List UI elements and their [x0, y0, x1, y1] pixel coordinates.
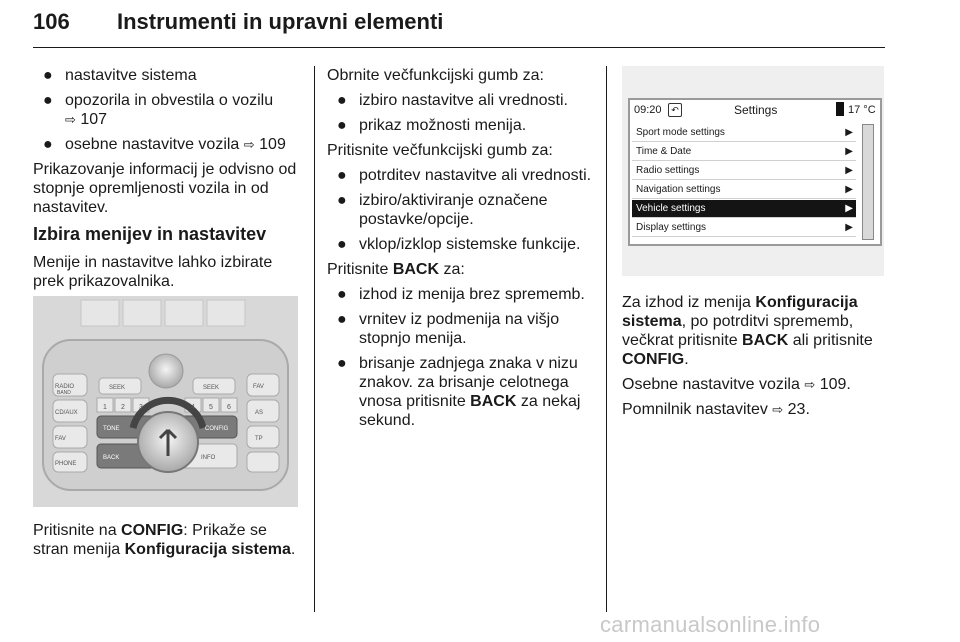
- bullet-icon: ●: [337, 236, 347, 253]
- back-arrow-icon[interactable]: ↶: [668, 103, 682, 117]
- bullet-icon: ●: [43, 136, 53, 153]
- button-label: 3: [139, 404, 143, 411]
- bullet-icon: ●: [337, 311, 347, 328]
- paragraph: Osebne nastavitve vozila ⇨ 109.: [622, 376, 851, 393]
- list-item: ● vklop/izklop sistemske funkcije.: [337, 236, 581, 253]
- list-item: ● osebne nastavitve vozila ⇨ 109: [43, 136, 286, 153]
- chevron-right-icon: ▶: [845, 146, 853, 157]
- list-item: ● brisanje zadnjega znaka v nizu znakov. za brisanje celotnega vnosa pritisnite BACK za nekaj sekund.: [337, 355, 581, 429]
- column-divider-2: [606, 66, 607, 612]
- button-label: 1: [103, 404, 107, 411]
- menu-item-vehicle[interactable]: Vehicle settings ▶: [632, 200, 856, 218]
- list-item: ● izbiro nastavitve ali vrednosti.: [337, 92, 568, 109]
- paragraph: Obrnite večfunkcijski gumb za:: [327, 67, 544, 84]
- page-reference[interactable]: 107: [80, 111, 108, 128]
- bullet-icon: ●: [337, 355, 347, 372]
- column-divider-1: [314, 66, 315, 612]
- bullet-icon: ●: [337, 167, 347, 184]
- paragraph: Pritisnite BACK za:: [327, 261, 465, 278]
- menu-item-sport-mode[interactable]: Sport mode settings ▶: [632, 124, 856, 142]
- photo-caption: Pritisnite na CONFIG: Prikaže se stran menija Konfiguracija sistema.: [33, 522, 296, 558]
- button-label: CD/AUX: [55, 410, 78, 416]
- page-number: 106: [33, 9, 70, 34]
- button-label: PHONE: [55, 461, 77, 467]
- reference-arrow-icon: ⇨: [772, 402, 784, 417]
- button-label: CONFIG: [205, 426, 229, 432]
- paragraph: Pritisnite večfunkcijski gumb za:: [327, 142, 553, 159]
- button-label: 5: [209, 404, 213, 411]
- button-label: INFO: [201, 455, 216, 461]
- chevron-right-icon: ▶: [845, 165, 853, 176]
- scrollbar[interactable]: [862, 124, 874, 240]
- list-item: ● opozorila in obvestila o vozilu ⇨ 107: [43, 92, 274, 128]
- button-label: SEEK: [203, 385, 220, 391]
- left-column: [33, 66, 301, 297]
- bullet-icon: ●: [337, 92, 347, 109]
- button-label: AS: [255, 410, 264, 416]
- button-label: FAV: [55, 436, 66, 442]
- header-rule: [33, 47, 885, 48]
- menu-item-radio[interactable]: Radio settings ▶: [632, 162, 856, 180]
- thermometer-icon: [836, 102, 844, 116]
- menu-item-time-date[interactable]: Time & Date ▶: [632, 143, 856, 161]
- bullet-icon: ●: [43, 92, 53, 109]
- menu-item-navigation[interactable]: Navigation settings ▶: [632, 181, 856, 199]
- button-label: 4: [191, 404, 195, 411]
- list-item: ● potrditev nastavitve ali vrednosti.: [337, 167, 592, 184]
- chevron-right-icon: ▶: [845, 222, 853, 233]
- control-panel-illustration: [33, 296, 298, 507]
- button-label: RADIO: [55, 384, 75, 390]
- list-item: ● izbiro/aktiviranje označene postavke/opcije.: [337, 192, 548, 228]
- middle-column: [327, 66, 597, 436]
- reference-arrow-icon: ⇨: [804, 377, 816, 392]
- watermark: carmanualsonline.info: [600, 612, 821, 637]
- list-item: ● nastavitve sistema: [43, 67, 197, 84]
- paragraph: Pomnilnik nastavitev ⇨ 23.: [622, 401, 810, 418]
- menu-item-display[interactable]: Display settings ▶: [632, 219, 856, 237]
- chevron-right-icon: ▶: [845, 184, 853, 195]
- settings-screen-illustration: [622, 66, 884, 276]
- display-panel: [628, 98, 882, 246]
- reference-arrow-icon: ⇨: [65, 112, 76, 127]
- list-item: ● izhod iz menija brez sprememb.: [337, 286, 585, 303]
- chevron-right-icon: ▶: [845, 203, 853, 214]
- button-label: 6: [227, 404, 231, 411]
- section-heading: Izbira menijev in nastavitev: [33, 224, 267, 244]
- button-label: TONE: [103, 426, 120, 432]
- temperature: 17 °C: [848, 104, 876, 116]
- page-reference[interactable]: 23.: [787, 401, 810, 418]
- chevron-right-icon: ▶: [845, 127, 853, 138]
- bullet-icon: ●: [43, 67, 53, 84]
- button-label: TP: [255, 436, 263, 442]
- bullet-icon: ●: [337, 286, 347, 303]
- reference-arrow-icon: ⇨: [243, 137, 255, 152]
- page-reference[interactable]: 109.: [819, 376, 851, 393]
- button-label: BAND: [57, 390, 71, 396]
- page-header: [33, 4, 885, 44]
- screen-title: Settings: [734, 103, 778, 117]
- button-label: 2: [121, 404, 125, 411]
- bullet-icon: ●: [337, 192, 347, 209]
- page-reference[interactable]: 109: [259, 136, 286, 153]
- display-status-bar: [630, 100, 880, 122]
- paragraph: Menije in nastavitve lahko izbirate prek prikazovalnika.: [33, 254, 273, 290]
- list-item: ● vrnitev iz podmenija na višjo stopnjo menija.: [337, 311, 560, 347]
- right-column: [622, 293, 884, 425]
- clock: 09:20: [634, 104, 662, 116]
- button-label: SEEK: [109, 385, 126, 391]
- paragraph: Prikazovanje informacij je odvisno od stopnje opremljenosti vozila in od nastavitev.: [33, 161, 297, 216]
- button-label: BACK: [103, 455, 120, 461]
- list-item: ● prikaz možnosti menija.: [337, 117, 527, 134]
- control-panel-photo: [33, 296, 298, 507]
- page-title: Instrumenti in upravni elementi: [117, 9, 444, 34]
- paragraph: Za izhod iz menija Konfiguracija sistema, po potrditvi sprememb, večkrat pritisnite BACK ali pritisnite CONFIG.: [622, 294, 873, 368]
- bullet-icon: ●: [337, 117, 347, 134]
- button-label: FAV: [253, 384, 264, 390]
